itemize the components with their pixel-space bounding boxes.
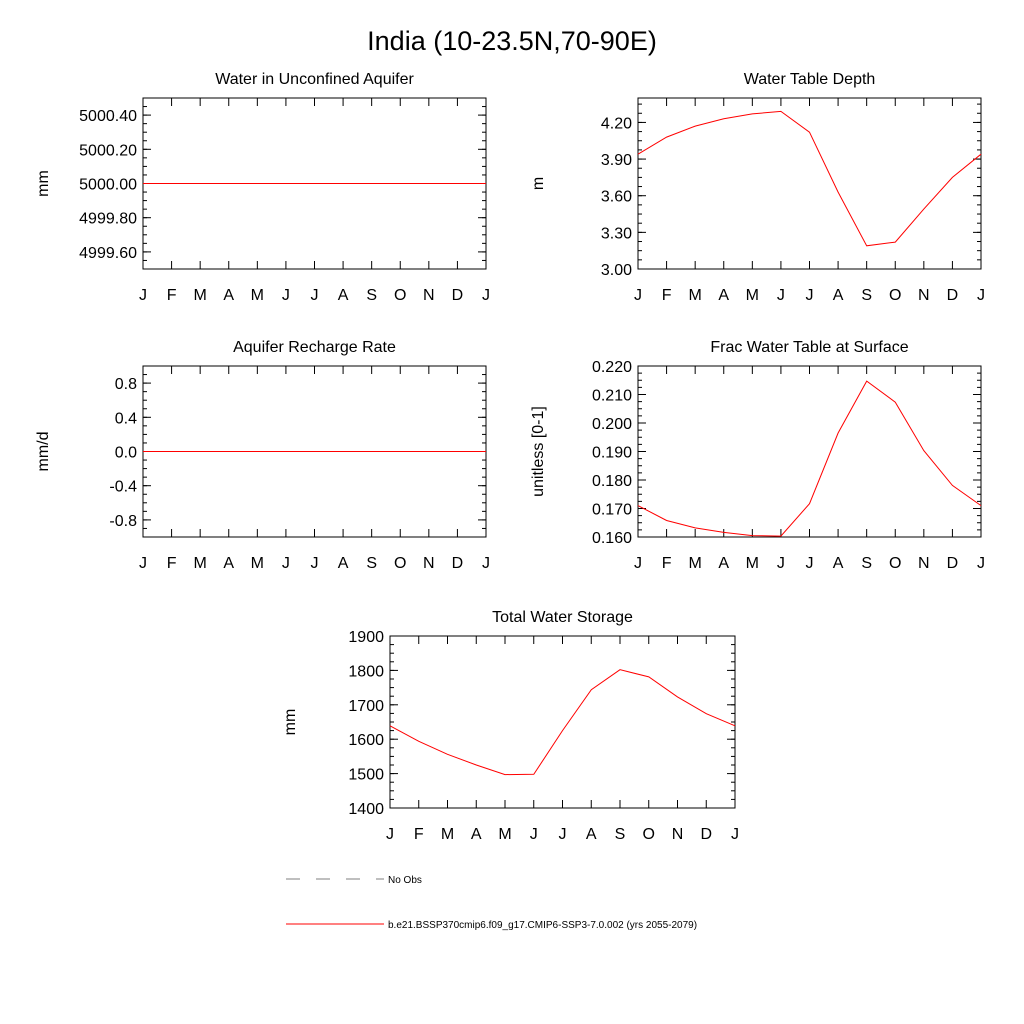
x-tick-label: O — [889, 555, 902, 572]
x-tick-label: J — [281, 287, 290, 304]
y-tick-label: 4.20 — [600, 115, 632, 133]
y-tick-label: 5000.40 — [79, 108, 137, 126]
x-tick-label: M — [498, 826, 512, 843]
y-tick-label: -0.4 — [109, 478, 137, 496]
x-tick-label: F — [166, 287, 177, 304]
x-tick-label: F — [166, 555, 177, 572]
panel-5 — [282, 609, 739, 843]
x-tick-label: F — [661, 555, 672, 572]
y-tick-label: 5000.20 — [79, 142, 137, 160]
y-tick-label: 1400 — [348, 801, 384, 818]
y-axis-label: mm — [35, 170, 52, 197]
y-tick-label: 1700 — [348, 697, 384, 715]
y-axis-label: m — [530, 176, 547, 191]
x-tick-label: A — [470, 826, 482, 843]
x-tick-label: J — [482, 555, 490, 572]
legend — [286, 875, 697, 931]
y-tick-label: 0.190 — [591, 444, 632, 462]
x-tick-label: A — [223, 287, 235, 304]
x-tick-label: N — [671, 826, 684, 843]
x-tick-label: D — [946, 555, 959, 572]
y-tick-label: 0.220 — [591, 359, 632, 376]
y-tick-label: 3.90 — [600, 152, 632, 170]
x-tick-label: O — [394, 555, 407, 572]
y-tick-label: 5000.00 — [79, 176, 137, 194]
x-tick-label: M — [745, 555, 759, 572]
x-tick-label: A — [223, 555, 235, 572]
x-tick-label: D — [946, 287, 959, 304]
x-tick-label: M — [688, 555, 702, 572]
panel-title: Water in Unconfined Aquifer — [215, 71, 414, 88]
x-tick-label: J — [310, 555, 319, 572]
y-tick-label: 4999.80 — [79, 210, 137, 228]
y-tick-label: 0.210 — [591, 387, 632, 405]
x-tick-label: J — [482, 287, 490, 304]
x-tick-label: J — [139, 555, 147, 572]
x-tick-label: A — [832, 287, 844, 304]
y-axis-label: mm — [282, 708, 299, 736]
x-tick-label: D — [451, 555, 464, 572]
x-tick-label: A — [718, 287, 730, 304]
x-tick-label: J — [805, 287, 814, 304]
x-tick-label: M — [250, 555, 264, 572]
x-tick-label: A — [718, 555, 730, 572]
x-tick-label: D — [700, 826, 713, 843]
x-tick-label: N — [918, 555, 930, 572]
panel-title: Total Water Storage — [492, 609, 633, 626]
x-tick-label: D — [451, 287, 464, 304]
x-tick-label: O — [889, 287, 902, 304]
x-tick-label: S — [861, 555, 873, 572]
x-tick-label: A — [585, 826, 597, 843]
x-tick-label: J — [634, 555, 642, 572]
y-tick-label: 0.200 — [591, 416, 632, 433]
panels — [35, 71, 985, 843]
y-tick-label: 3.00 — [600, 262, 632, 279]
y-tick-label: 0.170 — [591, 501, 632, 519]
x-tick-label: M — [440, 826, 455, 843]
x-tick-label: A — [832, 555, 844, 572]
legend-model-label: b.e21.BSSP370cmip6.f09_g17.CMIP6-SSP3-7.0.002 (yrs 2055-2079) — [388, 920, 698, 931]
panel-4 — [530, 339, 985, 572]
x-tick-label: M — [745, 287, 759, 304]
x-tick-label: M — [193, 555, 207, 572]
x-tick-label: J — [281, 555, 290, 572]
x-tick-label: A — [337, 287, 349, 304]
x-tick-label: J — [386, 826, 394, 843]
x-tick-label: N — [423, 555, 435, 572]
x-tick-label: J — [634, 287, 642, 304]
x-tick-label: S — [614, 826, 626, 843]
plot-frame — [638, 366, 981, 537]
y-tick-label: 4999.60 — [79, 244, 137, 262]
plot-frame — [390, 636, 735, 808]
x-tick-label: M — [193, 287, 207, 304]
x-tick-label: J — [529, 826, 538, 843]
y-tick-label: 1900 — [348, 629, 384, 646]
x-tick-label: J — [731, 826, 739, 843]
x-tick-label: J — [805, 555, 814, 572]
panel-title: Water Table Depth — [743, 71, 876, 88]
panel-3 — [35, 339, 490, 572]
y-axis-label: unitless [0-1] — [530, 406, 547, 497]
x-tick-label: M — [688, 287, 702, 304]
y-tick-label: 3.30 — [600, 225, 632, 243]
x-tick-label: J — [310, 287, 319, 304]
x-tick-label: J — [776, 555, 785, 572]
x-tick-label: F — [661, 287, 672, 304]
y-axis-label: mm/d — [35, 431, 52, 472]
panel-title: Aquifer Recharge Rate — [233, 339, 396, 356]
x-tick-label: N — [423, 287, 435, 304]
series-line — [638, 381, 981, 536]
figure-title: India (10-23.5N,70-90E) — [367, 26, 657, 56]
plot-frame — [638, 98, 981, 269]
y-tick-label: 3.60 — [600, 188, 632, 206]
y-tick-label: 1800 — [348, 663, 384, 681]
x-tick-label: J — [558, 826, 567, 843]
x-tick-label: A — [337, 555, 349, 572]
y-tick-label: 0.160 — [591, 530, 632, 547]
y-tick-label: -0.8 — [109, 512, 137, 530]
x-tick-label: O — [394, 287, 407, 304]
x-tick-label: J — [977, 555, 985, 572]
y-tick-label: 0.180 — [591, 473, 632, 490]
x-tick-label: J — [139, 287, 147, 304]
x-tick-label: S — [366, 287, 378, 304]
x-tick-label: S — [861, 287, 873, 304]
panel-2 — [530, 71, 985, 304]
x-tick-label: J — [977, 287, 985, 304]
y-tick-label: 0.0 — [114, 444, 137, 462]
x-tick-label: F — [413, 826, 424, 843]
x-tick-label: S — [366, 555, 378, 572]
y-tick-label: 1500 — [348, 766, 384, 784]
legend-obs-label: No Obs — [388, 875, 422, 886]
panel-1 — [35, 71, 490, 304]
series-line — [390, 670, 735, 775]
x-tick-label: J — [776, 287, 785, 304]
panel-title: Frac Water Table at Surface — [710, 339, 909, 356]
series-line — [638, 111, 981, 245]
y-tick-label: 0.4 — [114, 410, 137, 428]
x-tick-label: O — [642, 826, 655, 843]
x-tick-label: N — [918, 287, 930, 304]
x-tick-label: M — [250, 287, 264, 304]
y-tick-label: 1600 — [348, 732, 384, 750]
y-tick-label: 0.8 — [114, 376, 137, 394]
